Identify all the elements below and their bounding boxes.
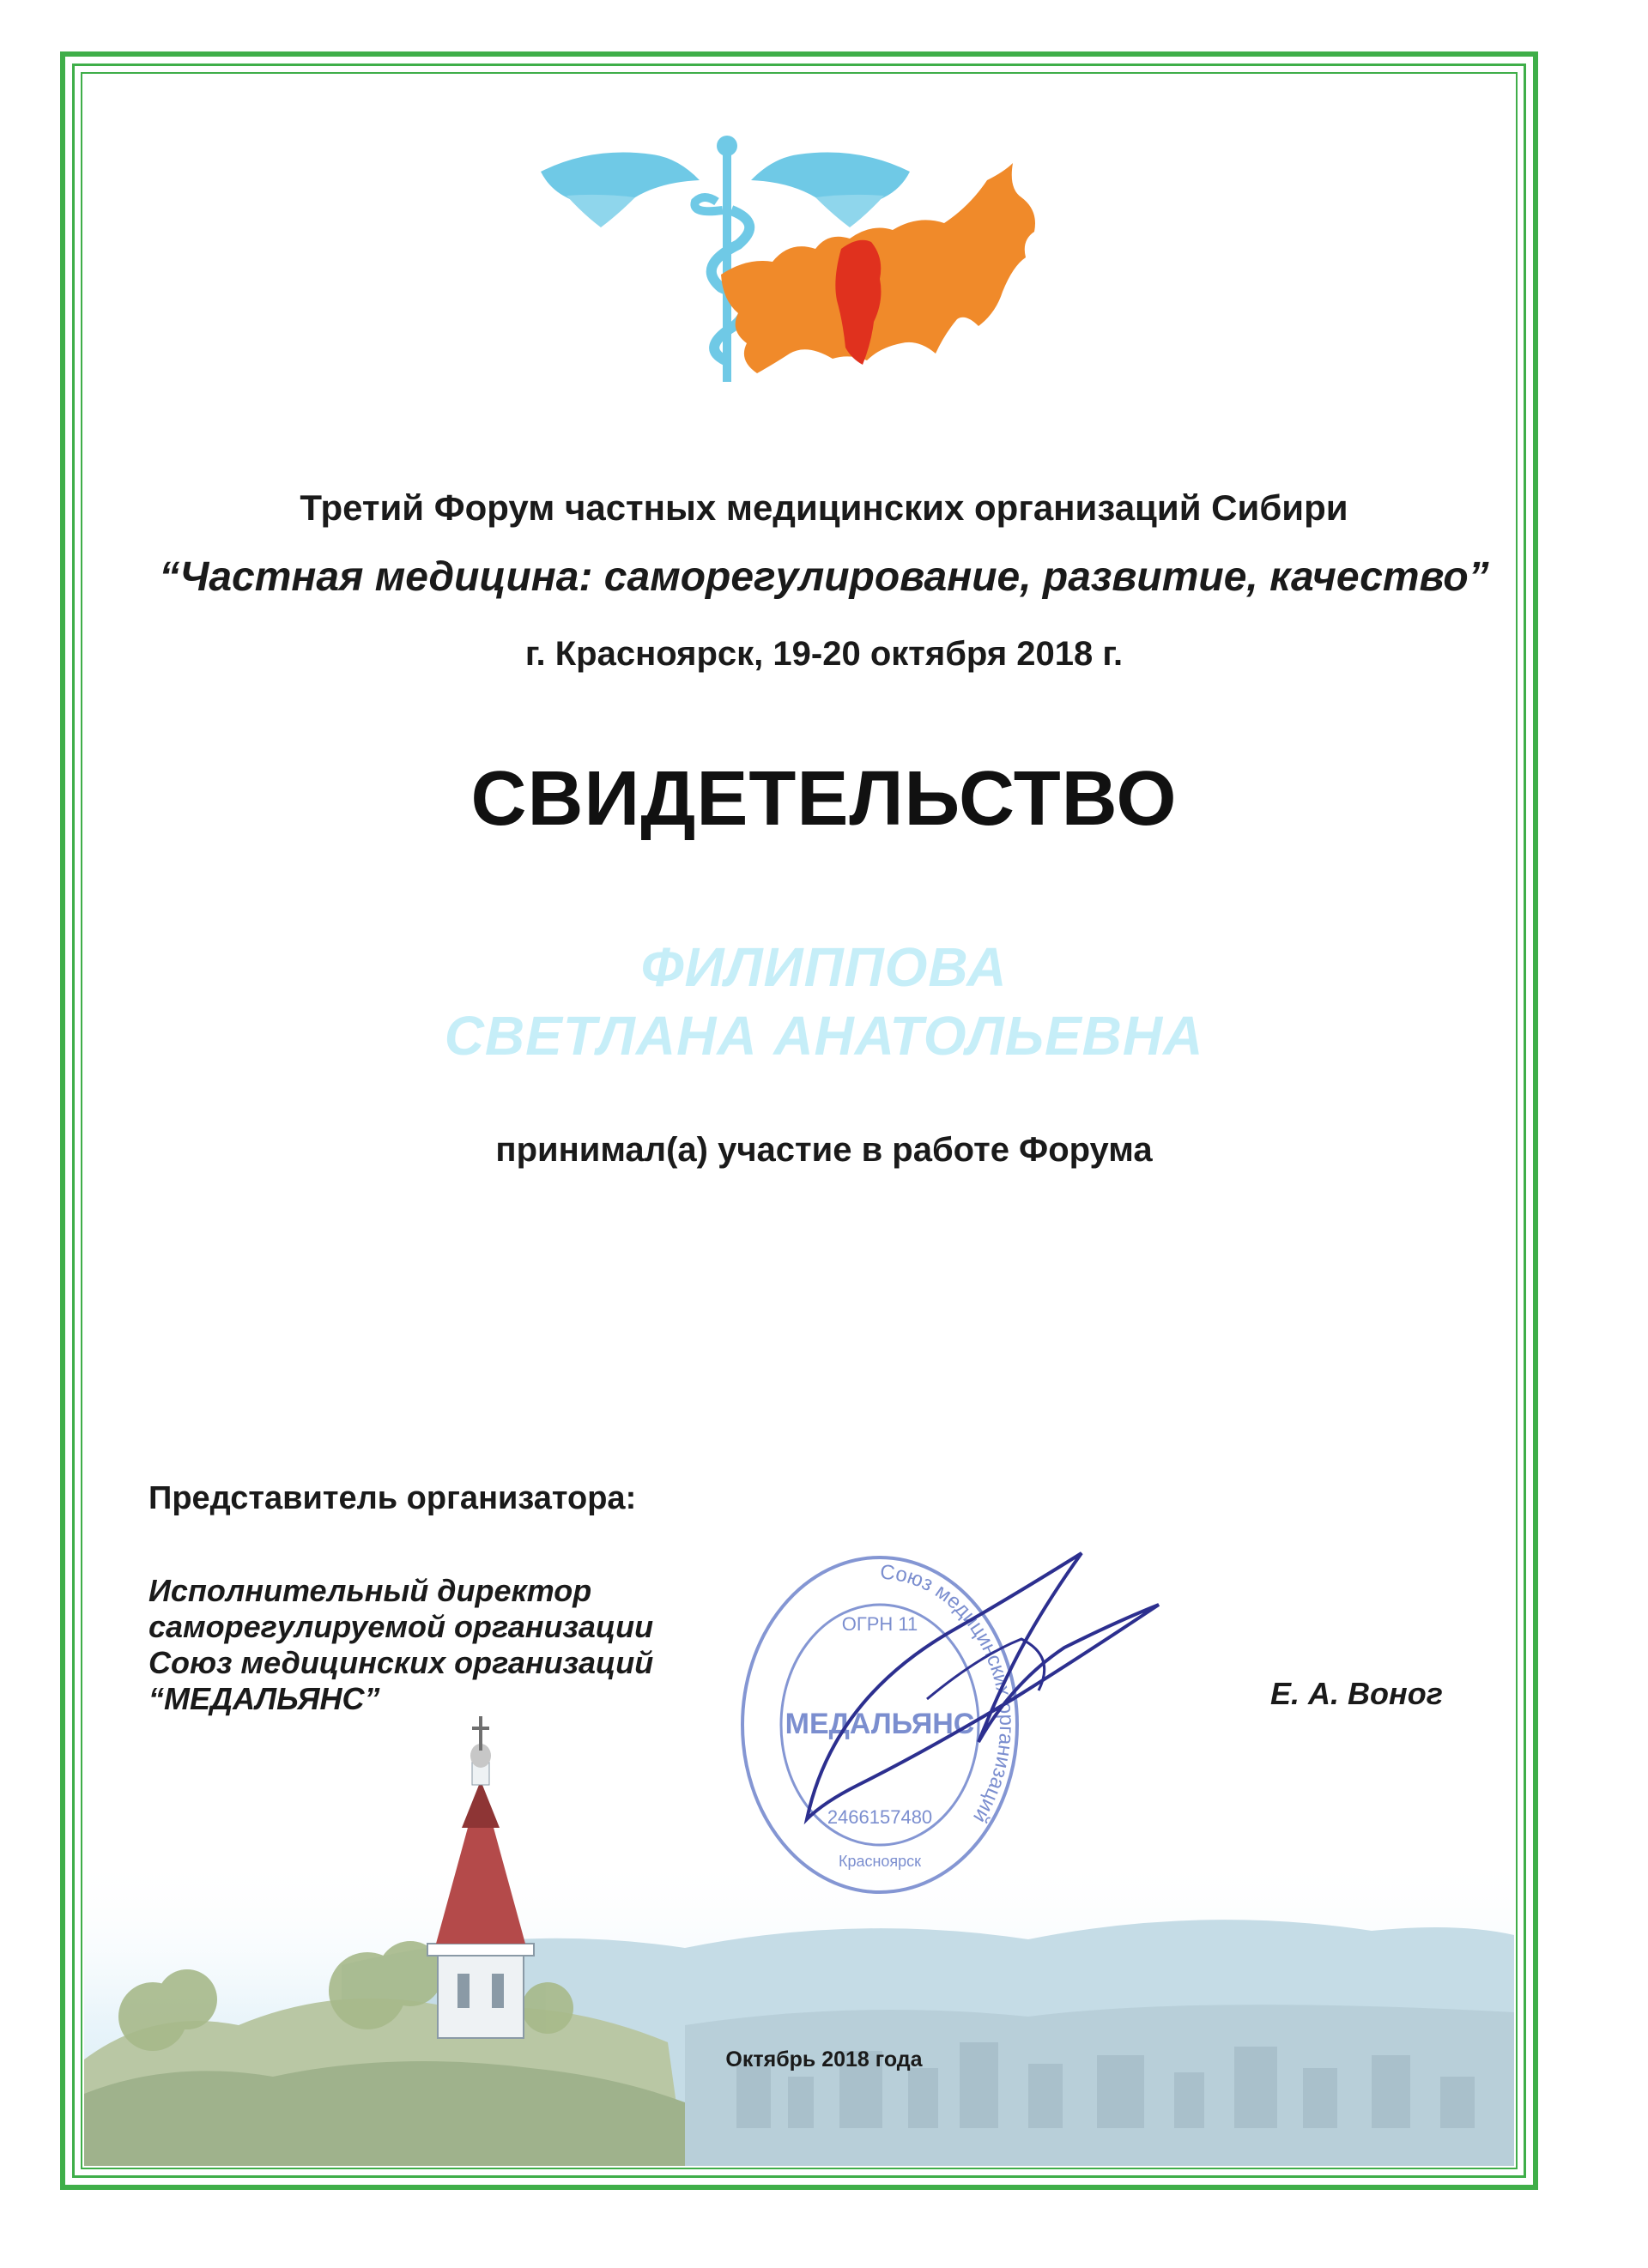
forum-logo	[532, 129, 1047, 420]
position-line: саморегулируемой организации	[148, 1609, 654, 1644]
organizer-label: Представитель организатора:	[148, 1480, 637, 1516]
handwritten-signature	[755, 1527, 1167, 1836]
forum-place-date: г. Красноярск, 19-20 октября 2018 г.	[524, 635, 1124, 673]
forum-title: Третий Форум частных медицинских организаций Сибири	[300, 487, 1348, 528]
recipient-surname: ФИЛИППОВА	[640, 936, 1008, 998]
position-line: Исполнительный директор	[148, 1573, 592, 1608]
position-line: “МЕДАЛЬЯНС”	[148, 1681, 380, 1716]
recipient-given-names: СВЕТЛАНА АНАТОЛЬЕВНА	[444, 1005, 1204, 1067]
issue-date: Октябрь 2018 года	[725, 2047, 923, 2071]
seal-inn: 2466157480	[827, 1806, 933, 1828]
forum-subtitle: “Частная медицина: саморегулирование, развитие, качество”	[159, 554, 1489, 600]
seal-ogrn: ОГРН 11	[841, 1613, 918, 1635]
certificate-heading: СВИДЕТЕЛЬСТВО	[470, 756, 1178, 842]
seal-ring-text: Союз медицинских организаций	[879, 1560, 1019, 1828]
seal-city: Красноярск	[838, 1853, 922, 1870]
signer-name: Е. А. Воног	[1270, 1676, 1443, 1711]
participation-statement: принимал(а) участие в работе Форума	[495, 1131, 1153, 1169]
organizer-position	[148, 1573, 818, 1717]
seal-center-name: МЕДАЛЬЯНС	[785, 1708, 975, 1740]
position-line: Союз медицинских организаций	[148, 1645, 654, 1680]
